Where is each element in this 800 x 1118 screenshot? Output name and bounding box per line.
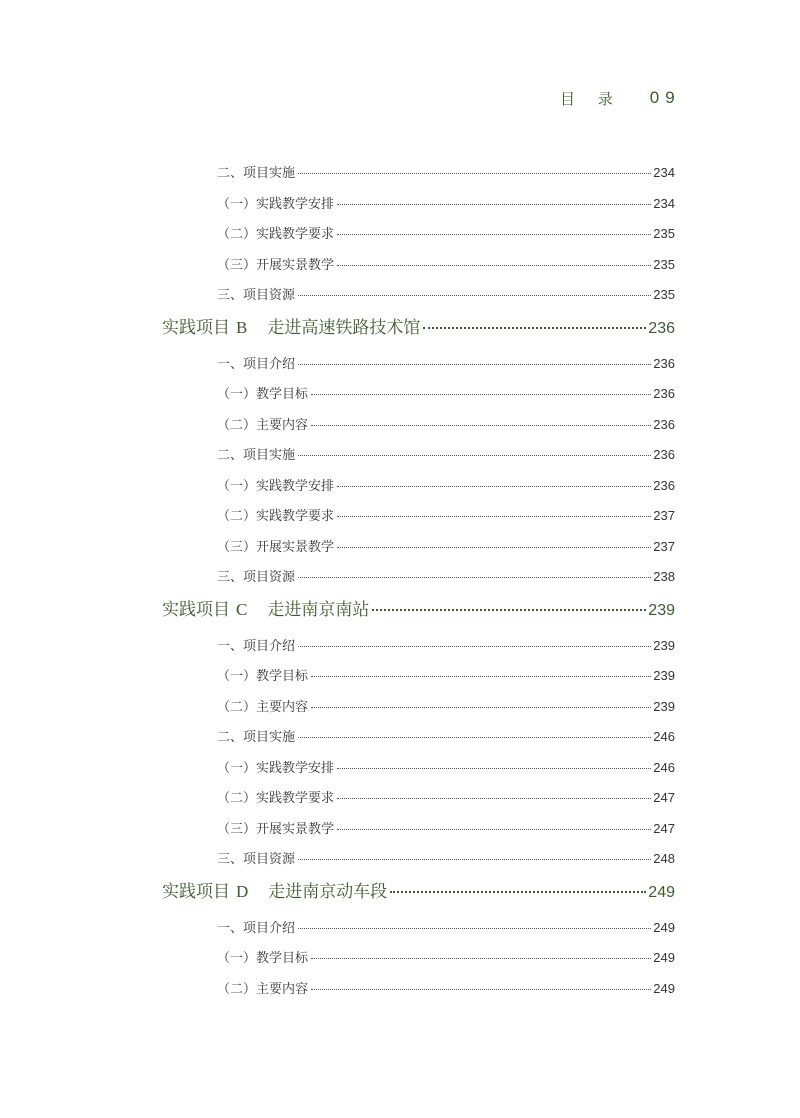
toc-entry[interactable] — [217, 787, 675, 809]
toc-entry-label — [162, 877, 387, 902]
dot-leader — [298, 577, 651, 578]
toc-page-number: 237 — [653, 539, 675, 554]
toc-page-number: 236 — [653, 386, 675, 401]
toc-entry-label: （二）实践教学要求 — [217, 791, 335, 806]
header-page-number: 09 — [649, 88, 681, 107]
toc-project-entry[interactable] — [162, 877, 675, 903]
toc-entry[interactable] — [217, 635, 675, 657]
toc-entry-label: 一、项目介绍 — [217, 921, 296, 936]
toc-entry-label: （三）开展实景教学 — [217, 540, 335, 555]
dot-leader — [337, 204, 651, 205]
toc-page-number: 237 — [653, 508, 675, 523]
toc-entry[interactable] — [217, 284, 675, 306]
toc-page-number: 236 — [648, 320, 675, 337]
toc-entry[interactable] — [217, 978, 675, 1000]
toc-page-number: 239 — [648, 602, 675, 619]
dot-leader — [298, 364, 651, 365]
toc-entry-label: （二）实践教学要求 — [217, 227, 335, 242]
toc-entry[interactable] — [217, 383, 675, 405]
dot-leader — [372, 609, 646, 611]
toc-page-number: 249 — [653, 981, 675, 996]
toc-entry[interactable] — [217, 665, 675, 687]
toc-entry-label: 二、项目实施 — [217, 448, 296, 463]
toc-entry-label: （一）实践教学安排 — [217, 761, 335, 776]
toc-entry-label: （一）教学目标 — [217, 669, 309, 684]
project-title: 走进南京动车段 — [268, 882, 388, 902]
toc-entry[interactable] — [217, 254, 675, 276]
dot-leader — [390, 891, 646, 893]
toc-entry[interactable] — [217, 223, 675, 245]
toc-page-number: 235 — [653, 257, 675, 272]
dot-leader — [298, 455, 651, 456]
toc-entry-label: 二、项目实施 — [217, 730, 296, 745]
dot-leader — [311, 989, 651, 990]
dot-leader — [298, 859, 651, 860]
dot-leader — [298, 646, 651, 647]
toc-entry[interactable] — [217, 696, 675, 718]
dot-leader — [311, 394, 651, 395]
toc-page-number: 249 — [653, 920, 675, 935]
toc-page-number: 246 — [653, 729, 675, 744]
toc-page-number: 234 — [653, 196, 675, 211]
toc-entry[interactable] — [217, 566, 675, 588]
toc-entry-label: （二）主要内容 — [217, 700, 309, 715]
toc-entry[interactable] — [217, 726, 675, 748]
toc-entry-label: （一）教学目标 — [217, 951, 309, 966]
toc-entry-label: （二）实践教学要求 — [217, 509, 335, 524]
toc-page-number: 235 — [653, 226, 675, 241]
dot-leader — [311, 676, 651, 677]
toc-page-number: 236 — [653, 417, 675, 432]
project-code: C — [236, 600, 248, 619]
toc-entry-label — [162, 595, 369, 620]
toc-page-number: 239 — [653, 699, 675, 714]
header-title: 目 录 — [560, 89, 622, 108]
project-prefix: 实践项目 — [162, 318, 230, 338]
toc-page-number: 249 — [653, 950, 675, 965]
toc-entry[interactable] — [217, 505, 675, 527]
toc-page-number: 234 — [653, 165, 675, 180]
dot-leader — [311, 958, 651, 959]
toc-entry-label — [162, 313, 420, 338]
toc-entry-label: 一、项目介绍 — [217, 357, 296, 372]
project-prefix: 实践项目 — [162, 600, 230, 620]
dot-leader — [298, 928, 651, 929]
dot-leader — [337, 798, 651, 799]
toc-page-number: 248 — [653, 851, 675, 866]
toc-entry[interactable] — [217, 818, 675, 840]
toc-entry-label: （一）实践教学安排 — [217, 479, 335, 494]
toc-entry-label: 三、项目资源 — [217, 570, 296, 585]
project-title: 走进高速铁路技术馆 — [267, 318, 421, 338]
toc-entry-label: 三、项目资源 — [217, 288, 296, 303]
toc-entry[interactable] — [217, 947, 675, 969]
toc-page-number: 235 — [653, 287, 675, 302]
toc-page-number: 236 — [653, 447, 675, 462]
project-code: D — [236, 882, 249, 901]
toc-entry-label: （二）主要内容 — [217, 418, 309, 433]
toc-page-number: 247 — [653, 821, 675, 836]
toc-entry-label: 一、项目介绍 — [217, 639, 296, 654]
toc-entry-label: （一）实践教学安排 — [217, 197, 335, 212]
dot-leader — [337, 265, 651, 266]
toc-page-number: 238 — [653, 569, 675, 584]
toc-entry-label: （二）主要内容 — [217, 982, 309, 997]
dot-leader — [298, 295, 651, 296]
dot-leader — [423, 327, 646, 329]
dot-leader — [337, 829, 651, 830]
dot-leader — [311, 707, 651, 708]
toc-entry[interactable] — [217, 917, 675, 939]
toc-entry-label: 二、项目实施 — [217, 166, 296, 181]
toc-page-number: 236 — [653, 478, 675, 493]
toc-entry[interactable] — [217, 353, 675, 375]
toc-page-number: 239 — [653, 668, 675, 683]
dot-leader — [337, 547, 651, 548]
dot-leader — [298, 173, 651, 174]
toc-entry-label: （一）教学目标 — [217, 387, 309, 402]
toc-project-entry[interactable] — [162, 313, 675, 339]
toc-page-number: 249 — [648, 884, 675, 901]
dot-leader — [298, 737, 651, 738]
toc-page-number: 236 — [653, 356, 675, 371]
toc-page-number: 246 — [653, 760, 675, 775]
toc-entry[interactable] — [217, 536, 675, 558]
project-code: B — [236, 318, 248, 337]
dot-leader — [337, 234, 651, 235]
toc-entry[interactable] — [217, 193, 675, 215]
toc-entry-label: （三）开展实景教学 — [217, 258, 335, 273]
dot-leader — [337, 516, 651, 517]
dot-leader — [337, 768, 651, 769]
toc-entry-label: 三、项目资源 — [217, 852, 296, 867]
project-prefix: 实践项目 — [162, 882, 230, 902]
toc-entry[interactable] — [217, 444, 675, 466]
toc-entry[interactable] — [217, 414, 675, 436]
project-title: 走进南京南站 — [267, 600, 370, 620]
toc-entry[interactable] — [217, 848, 675, 870]
toc-entry[interactable] — [217, 475, 675, 497]
toc-entry-label: （三）开展实景教学 — [217, 822, 335, 837]
toc-entry[interactable] — [217, 757, 675, 779]
toc-page-number: 247 — [653, 790, 675, 805]
toc-project-entry[interactable] — [162, 595, 675, 621]
dot-leader — [337, 486, 651, 487]
toc-entry[interactable] — [217, 162, 675, 184]
toc-page-number: 239 — [653, 638, 675, 653]
dot-leader — [311, 425, 651, 426]
